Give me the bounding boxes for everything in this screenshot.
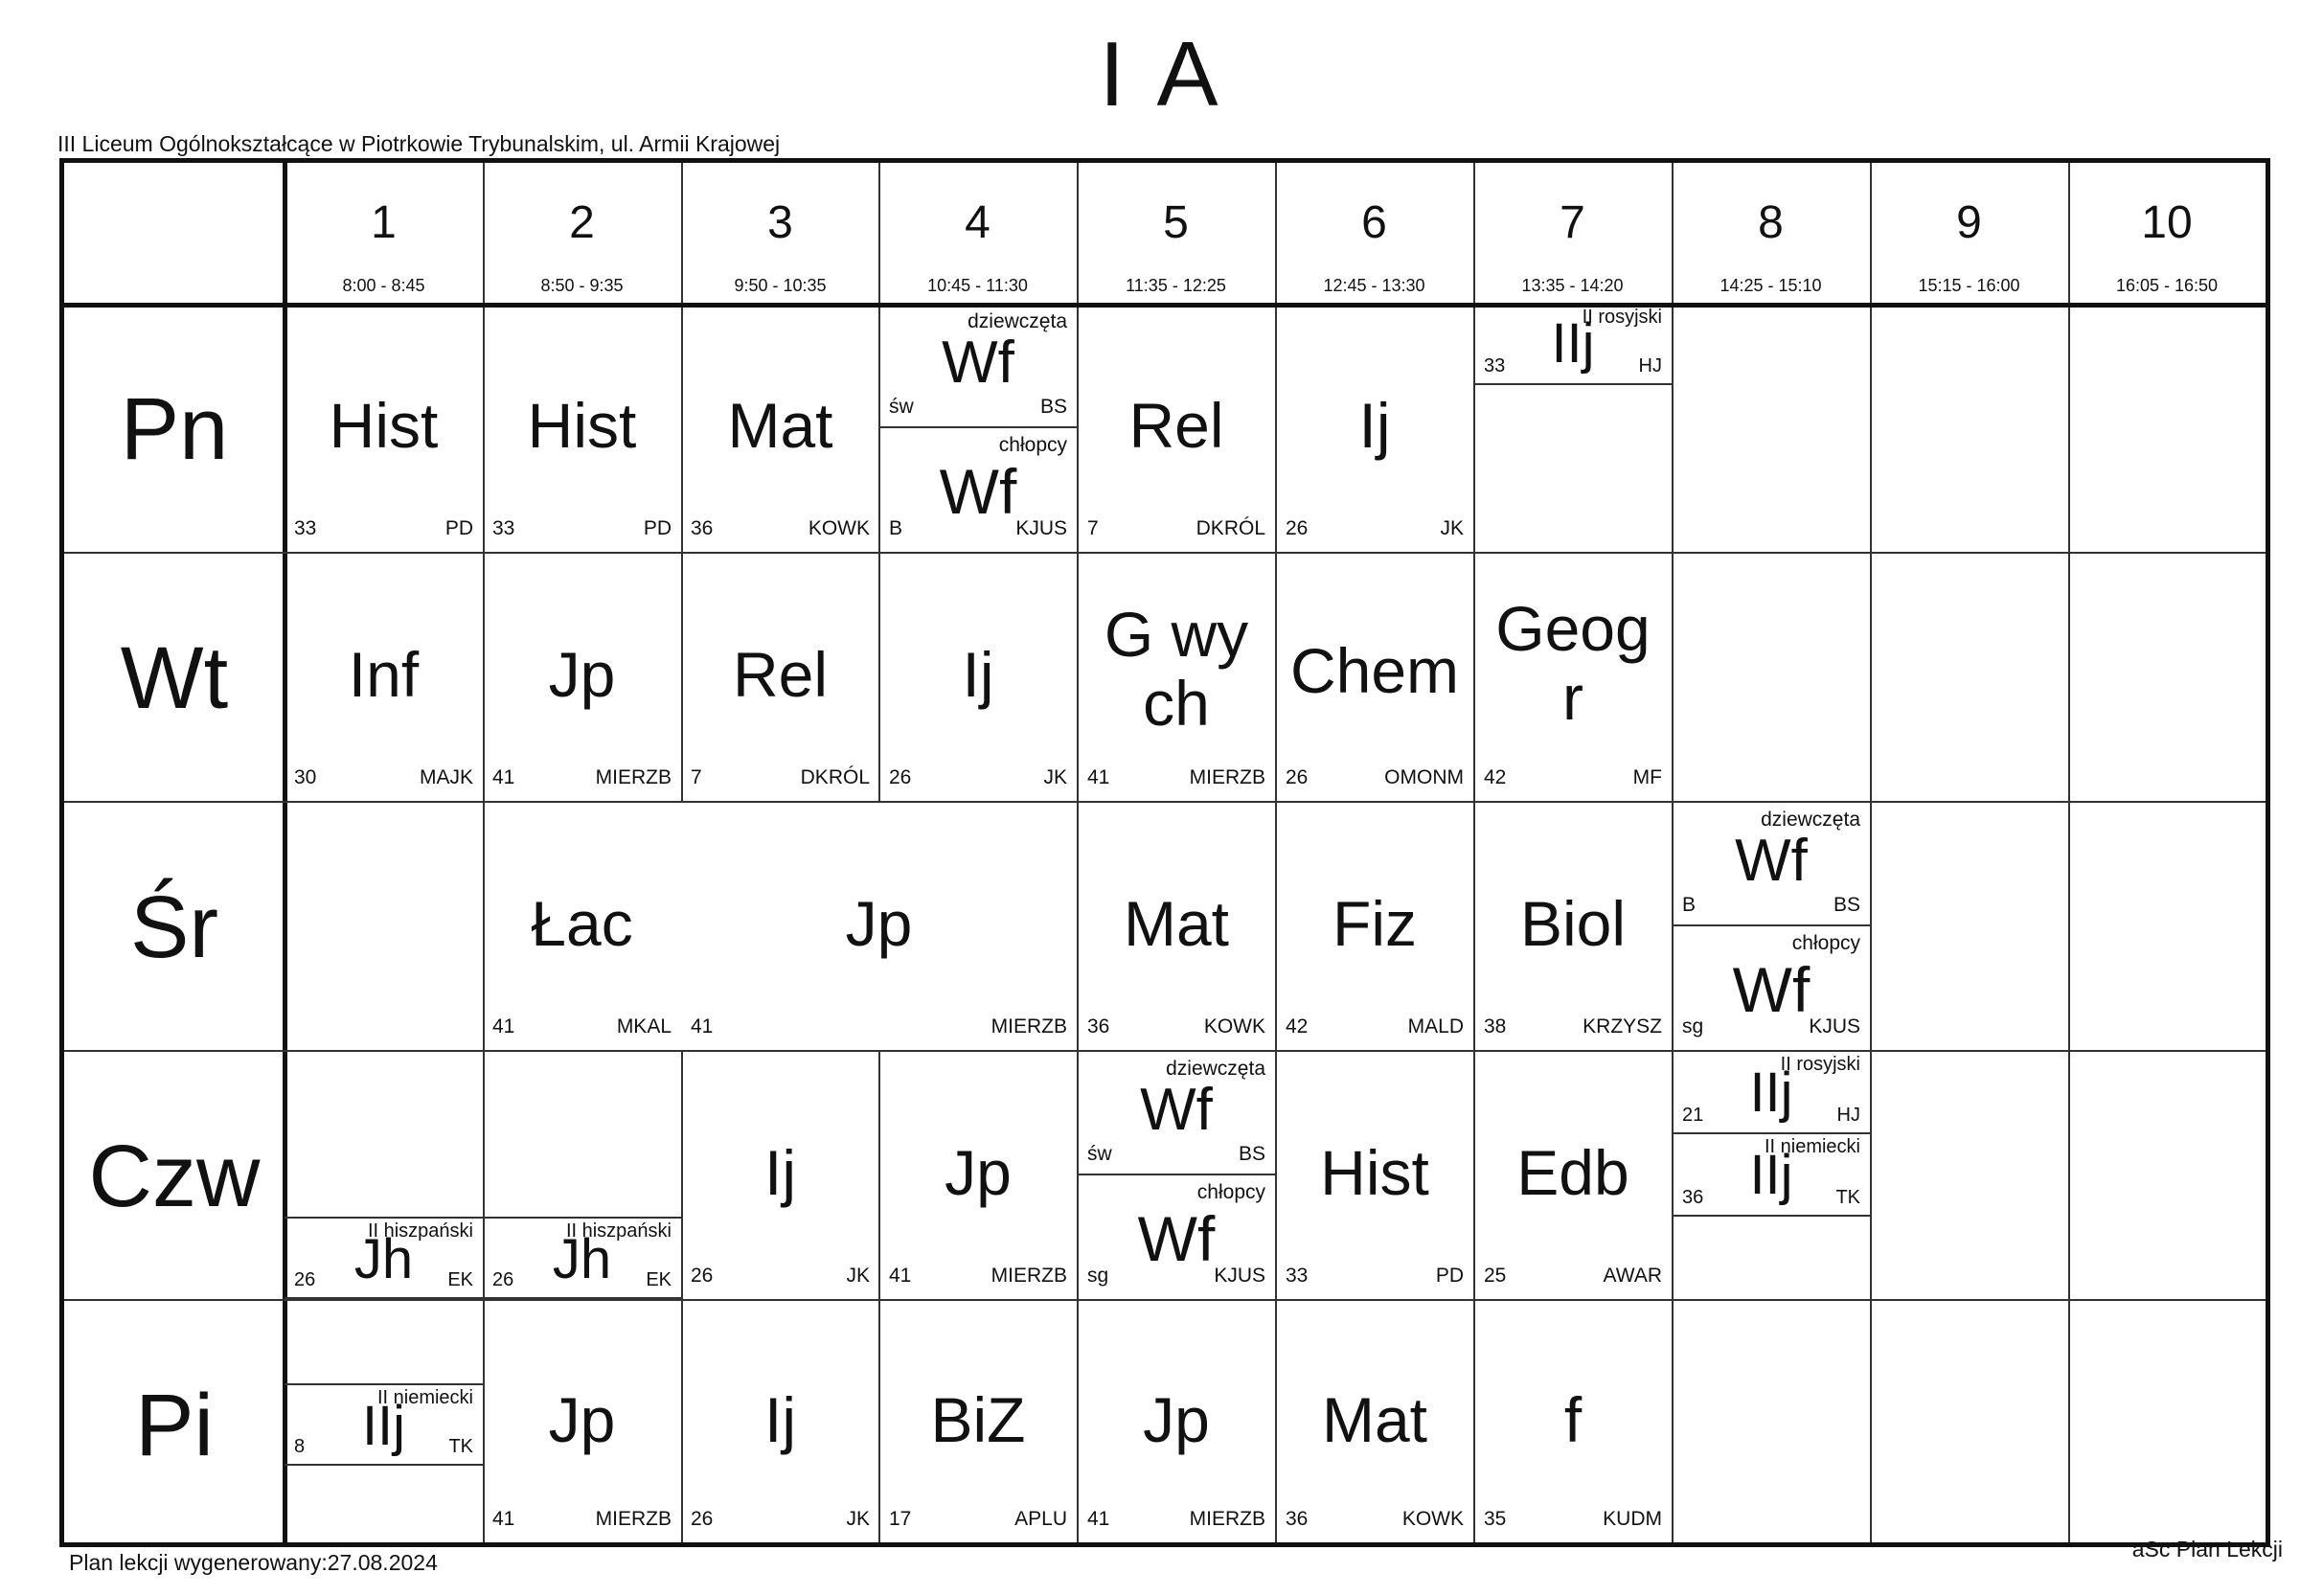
teacher: KOWK	[808, 517, 870, 539]
column-divider	[2068, 163, 2070, 1542]
subject: IIj	[1749, 1061, 1793, 1124]
lesson-cell-group[interactable]	[879, 305, 1077, 428]
period-time: 11:35 - 12:25	[1126, 276, 1226, 295]
period-number: 5	[1163, 197, 1189, 248]
lesson-cell-group[interactable]	[1673, 1134, 1870, 1217]
subject: Jp	[548, 1384, 616, 1455]
day-label-pi: Pi	[135, 1377, 214, 1474]
period-header-4	[878, 163, 1077, 305]
teacher: KJUS	[1809, 1015, 1860, 1037]
room: 8	[294, 1436, 306, 1457]
room: 26	[691, 1508, 714, 1530]
generated-date: Plan lekcji wygenerowany:27.08.2024	[69, 1550, 438, 1575]
room: 38	[1484, 1015, 1507, 1037]
subject: Jh	[353, 1228, 414, 1290]
teacher: DKRÓL	[1196, 517, 1265, 539]
teacher: JK	[846, 1508, 870, 1530]
lesson-cell-double[interactable]	[681, 803, 1077, 1050]
day-label-sr: Śr	[130, 878, 218, 976]
room: B	[1682, 894, 1697, 916]
group-label: dziewczęta	[1166, 1058, 1265, 1080]
subject: Ij	[1358, 390, 1391, 461]
lesson-cell[interactable]	[1078, 305, 1275, 552]
teacher: EK	[646, 1269, 672, 1290]
period-number: 3	[767, 197, 793, 248]
teacher: MIERZB	[595, 766, 672, 788]
lesson-cell[interactable]	[879, 1301, 1077, 1542]
teacher: HJ	[1638, 355, 1662, 376]
subject: Wf	[1732, 954, 1811, 1025]
teacher: MF	[1632, 766, 1662, 788]
school-name: III Liceum Ogólnokształcące w Piotrkowie Trybunalskim, ul. Armii Krajowej	[57, 131, 781, 156]
lesson-cell[interactable]	[681, 1301, 879, 1542]
lesson-cell-group[interactable]	[1078, 1175, 1275, 1299]
lesson-cell[interactable]	[1276, 554, 1473, 801]
period-header-3	[681, 163, 879, 305]
group-label: II niemiecki	[376, 1387, 473, 1408]
lesson-cell[interactable]	[1276, 1052, 1473, 1299]
room: 41	[889, 1265, 912, 1287]
teacher: KJUS	[1214, 1265, 1265, 1287]
room: 26	[691, 1265, 714, 1287]
room: 26	[889, 766, 912, 788]
teacher: KRZYSZ	[1583, 1015, 1662, 1037]
teacher: TK	[1835, 1187, 1860, 1208]
teacher: HJ	[1836, 1105, 1860, 1126]
group-label: chłopcy	[1791, 932, 1860, 954]
period-time: 15:15 - 16:00	[1918, 276, 2020, 295]
room: 33	[1484, 355, 1506, 376]
subject: IIj	[361, 1395, 406, 1457]
period-header-6	[1275, 163, 1473, 305]
room: 33	[1286, 1265, 1309, 1287]
teacher: KJUS	[1015, 517, 1067, 539]
period-number: 10	[2141, 197, 2193, 248]
lesson-cell-group[interactable]	[285, 1383, 483, 1466]
column-divider	[1870, 163, 1872, 1542]
teacher: PD	[1435, 1265, 1464, 1287]
subject: Wf	[939, 456, 1017, 527]
room: 41	[492, 766, 515, 788]
room: 36	[1286, 1508, 1309, 1530]
teacher: MIERZB	[991, 1265, 1067, 1287]
lesson-cell[interactable]	[483, 803, 681, 1050]
teacher: KOWK	[1401, 1508, 1464, 1530]
subject: IIj	[1749, 1144, 1793, 1206]
teacher: JK	[846, 1265, 870, 1287]
subject: BiZ	[930, 1384, 1026, 1455]
day-label-czw: Czw	[88, 1128, 261, 1225]
group-label: chłopcy	[998, 434, 1067, 456]
period-number: 2	[569, 197, 595, 248]
room: 26	[492, 1269, 514, 1290]
room: 21	[1682, 1105, 1704, 1126]
group-label: II niemiecki	[1764, 1136, 1860, 1157]
subject: Biol	[1519, 888, 1627, 959]
group-label: II rosyjski	[1582, 307, 1662, 328]
teacher: APLU	[1014, 1508, 1067, 1530]
lesson-cell[interactable]	[1078, 1301, 1275, 1542]
group-label: II rosyjski	[1780, 1054, 1860, 1075]
period-header-9	[1870, 163, 2068, 305]
subject: Ij	[962, 639, 994, 710]
lesson-cell-group[interactable]	[1673, 1052, 1870, 1134]
subject: Wf	[1140, 1077, 1213, 1143]
lesson-cell[interactable]	[1276, 1301, 1473, 1542]
teacher: BS	[1039, 396, 1067, 418]
period-number: 1	[371, 197, 397, 248]
room: 42	[1484, 766, 1507, 788]
teacher: MALD	[1407, 1015, 1464, 1037]
lesson-cell-group[interactable]	[1673, 926, 1870, 1050]
subject: IIj	[1551, 312, 1595, 375]
lesson-cell[interactable]	[681, 554, 879, 801]
subject: G wy ch	[1104, 599, 1249, 739]
subject: Mat	[1321, 1384, 1428, 1455]
teacher: MIERZB	[991, 1015, 1067, 1037]
teacher: KUDM	[1603, 1508, 1662, 1530]
subject: Wf	[942, 330, 1014, 396]
lesson-cell[interactable]	[879, 1052, 1077, 1299]
room: sg	[1682, 1015, 1704, 1037]
software-label: aSc Plan Lekcji	[2131, 1537, 2283, 1562]
lesson-cell-group[interactable]	[1474, 305, 1672, 385]
lesson-cell[interactable]	[483, 305, 681, 552]
group-label: II hiszpański	[565, 1220, 672, 1242]
room: 36	[691, 517, 714, 539]
lesson-cell[interactable]	[483, 1301, 681, 1542]
room: 33	[294, 517, 317, 539]
period-number: 8	[1758, 197, 1784, 248]
period-time: 8:00 - 8:45	[342, 276, 425, 295]
room: 41	[1087, 766, 1110, 788]
room: 30	[294, 766, 317, 788]
period-time: 12:45 - 13:30	[1323, 276, 1425, 295]
subject: Łac	[531, 888, 633, 959]
period-time: 8:50 - 9:35	[540, 276, 624, 295]
subject: Rel	[732, 639, 829, 710]
teacher: BS	[1238, 1143, 1265, 1165]
period-header-5	[1077, 163, 1275, 305]
subject: Ij	[764, 1384, 796, 1455]
lesson-cell-group[interactable]	[483, 1217, 681, 1299]
room: 41	[691, 1015, 714, 1037]
room: 26	[1286, 766, 1309, 788]
period-header-8	[1672, 163, 1870, 305]
teacher: MIERZB	[1189, 1508, 1265, 1530]
group-label: II hiszpański	[367, 1220, 473, 1242]
period-header-7	[1473, 163, 1672, 305]
subject: Fiz	[1332, 888, 1417, 959]
period-time: 16:05 - 16:50	[2115, 276, 2219, 295]
teacher: OMONM	[1384, 766, 1464, 788]
room: św	[1087, 1143, 1112, 1165]
day-label-wt: Wt	[120, 629, 229, 727]
lesson-cell[interactable]	[1078, 554, 1275, 801]
subject: Chem	[1289, 635, 1460, 706]
period-time: 9:50 - 10:35	[734, 276, 827, 295]
lesson-cell[interactable]	[681, 1052, 879, 1299]
period-number: 6	[1361, 197, 1387, 248]
subject: Jp	[945, 1137, 1012, 1208]
subject: Inf	[348, 639, 420, 710]
lesson-cell-group[interactable]	[1673, 803, 1870, 926]
teacher: PD	[643, 517, 672, 539]
room: 25	[1484, 1265, 1507, 1287]
teacher: JK	[1440, 517, 1464, 539]
lesson-cell-group[interactable]	[285, 1217, 483, 1299]
lesson-cell-group[interactable]	[1078, 1052, 1275, 1175]
lesson-cell[interactable]	[879, 554, 1077, 801]
room: 35	[1484, 1508, 1507, 1530]
subject: Ij	[764, 1137, 796, 1208]
room: 33	[492, 517, 515, 539]
lesson-cell[interactable]	[483, 554, 681, 801]
lesson-cell[interactable]	[1474, 1052, 1672, 1299]
teacher: MIERZB	[595, 1508, 672, 1530]
teacher: DKRÓL	[800, 766, 870, 788]
lesson-cell[interactable]	[1276, 305, 1473, 552]
teacher: JK	[1043, 766, 1067, 788]
room: 7	[691, 766, 702, 788]
group-label: chłopcy	[1196, 1181, 1265, 1203]
period-number: 4	[965, 197, 991, 248]
lesson-cell[interactable]	[1078, 803, 1275, 1050]
subject: f	[1563, 1384, 1583, 1455]
lesson-cell[interactable]	[1474, 1301, 1672, 1542]
teacher: EK	[447, 1269, 473, 1290]
lesson-cell-group[interactable]	[879, 428, 1077, 552]
day-label-pn: Pn	[120, 380, 229, 478]
teacher: KOWK	[1203, 1015, 1265, 1037]
room: 41	[492, 1015, 515, 1037]
subject: Jp	[1143, 1384, 1210, 1455]
lesson-cell[interactable]	[1474, 803, 1672, 1050]
teacher: MAJK	[419, 766, 473, 788]
room: 36	[1682, 1187, 1704, 1208]
period-header-1	[285, 163, 483, 305]
room: sg	[1087, 1265, 1109, 1287]
subject: Jp	[845, 888, 913, 959]
room: 26	[294, 1269, 316, 1290]
lesson-cell[interactable]	[1474, 554, 1672, 801]
period-number: 9	[1956, 197, 1982, 248]
room: św	[889, 396, 914, 418]
room: 7	[1087, 517, 1099, 539]
group-label: dziewczęta	[968, 310, 1067, 332]
room: 26	[1286, 517, 1309, 539]
lesson-cell[interactable]	[681, 305, 879, 552]
lesson-cell[interactable]	[285, 305, 483, 552]
subject: Hist	[1320, 1137, 1429, 1208]
room: 36	[1087, 1015, 1110, 1037]
lesson-cell[interactable]	[285, 554, 483, 801]
room: 41	[1087, 1508, 1110, 1530]
teacher: MKAL	[616, 1015, 672, 1037]
period-number: 7	[1560, 197, 1585, 248]
subject: Jp	[548, 639, 616, 710]
subject: Mat	[727, 390, 833, 461]
lesson-cell[interactable]	[1276, 803, 1473, 1050]
period-header-2	[483, 163, 681, 305]
subject: Mat	[1123, 888, 1230, 959]
subject: Wf	[1735, 828, 1808, 894]
subject: Hist	[329, 390, 439, 461]
subject: Hist	[527, 390, 637, 461]
subject: Jh	[552, 1228, 612, 1290]
period-header-10	[2068, 163, 2266, 305]
period-time: 14:25 - 15:10	[1719, 276, 1822, 295]
room: 17	[889, 1508, 912, 1530]
subject: Edb	[1516, 1137, 1629, 1208]
teacher: PD	[444, 517, 473, 539]
timetable-grid	[59, 158, 2270, 1547]
subject: Geog r	[1495, 593, 1651, 733]
group-label: dziewczęta	[1761, 809, 1860, 831]
room: 42	[1286, 1015, 1309, 1037]
teacher: BS	[1833, 894, 1860, 916]
subject: Rel	[1128, 390, 1224, 461]
teacher: TK	[448, 1436, 473, 1457]
subject: Wf	[1137, 1203, 1216, 1274]
period-time: 13:35 - 14:20	[1521, 276, 1624, 295]
period-time: 10:45 - 11:30	[927, 276, 1028, 295]
teacher: MIERZB	[1189, 766, 1265, 788]
teacher: AWAR	[1603, 1265, 1662, 1287]
room: B	[889, 517, 903, 539]
room: 41	[492, 1508, 515, 1530]
class-title: I A	[1099, 23, 1224, 125]
